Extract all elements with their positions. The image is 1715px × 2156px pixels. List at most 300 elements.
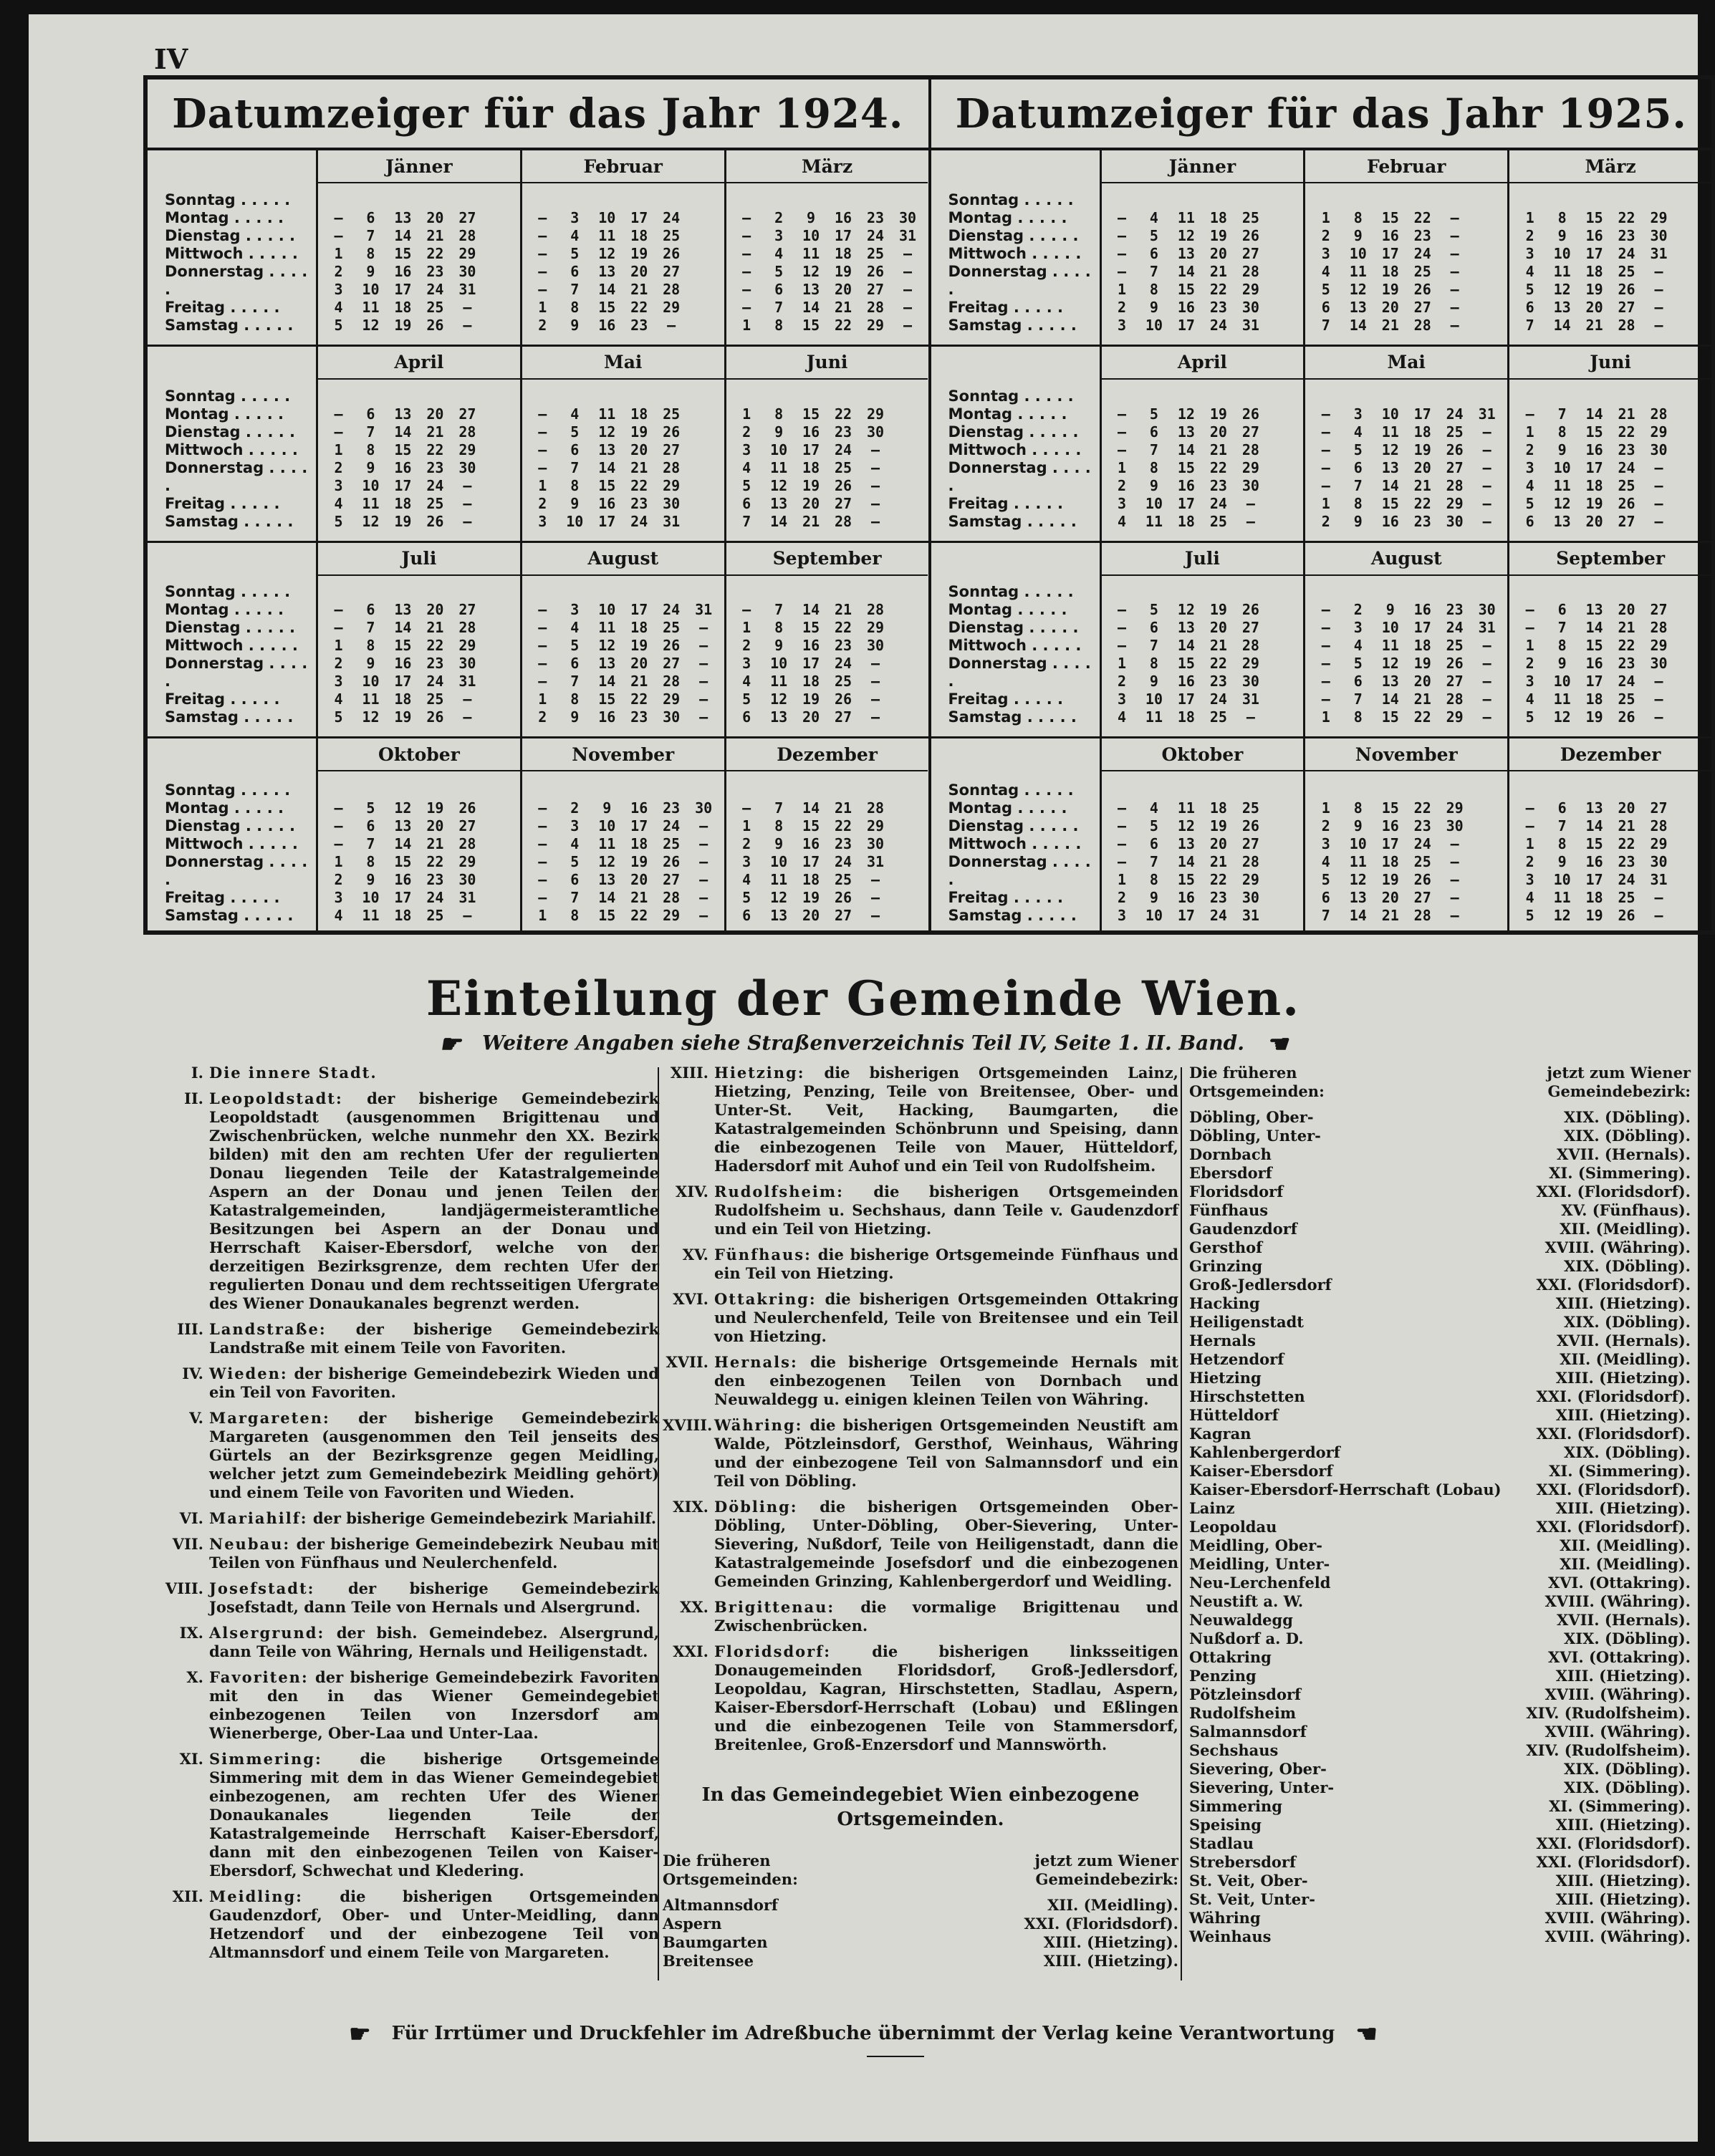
day-cell: 11 xyxy=(362,298,380,316)
day-cell: 1 xyxy=(1117,280,1126,298)
former-community: Kahlenbergerdorf xyxy=(1189,1443,1340,1461)
day-cell: 7 xyxy=(1353,690,1363,708)
day-cell: 29 xyxy=(1241,458,1259,476)
day-cell: 9 xyxy=(774,637,784,655)
day-cell: 3 xyxy=(1525,673,1534,690)
table-row xyxy=(1189,1536,1691,1555)
former-community: Nußdorf a. D. xyxy=(1189,1630,1304,1647)
day-cell: — xyxy=(538,226,547,244)
day-cell: 17 xyxy=(1177,316,1195,334)
table-row xyxy=(1189,1481,1691,1499)
table-row xyxy=(1189,1834,1691,1853)
day-cell: — xyxy=(1450,208,1459,226)
day-cell: 1 xyxy=(1321,208,1330,226)
day-cell: 19 xyxy=(1413,441,1431,458)
former-communities-column xyxy=(1189,1064,1691,1946)
day-cell: 9 xyxy=(366,458,375,476)
weekday-label: Montag . . . . . xyxy=(948,799,1067,817)
day-cell: 24 xyxy=(663,817,681,834)
day-cell: 4 xyxy=(1525,889,1534,906)
district-text: die bisherigen Ortsgemeinden Rudolfsheim u. Sechshaus, dann Teile v. Gaudenzdorf und ein Teil von Hietzing. xyxy=(714,1183,1178,1238)
day-cell: 6 xyxy=(1149,244,1158,262)
weekday-label: Montag . . . . . xyxy=(165,208,284,226)
day-cell xyxy=(892,655,924,673)
current-district: XVII. (Hernals). xyxy=(1557,1145,1691,1163)
day-cell: — xyxy=(1117,423,1126,441)
day-cell: 18 xyxy=(630,619,648,637)
day-cell: — xyxy=(903,280,913,298)
day-cell: 12 xyxy=(598,853,616,870)
district-entry xyxy=(158,1365,659,1402)
weekday-labels xyxy=(931,150,1100,345)
current-district: XXI. (Floridsdorf). xyxy=(1536,1481,1691,1498)
day-cell: — xyxy=(1654,673,1663,690)
district-text: der bisherige Gemeindebezirk Josefstadt, dann Teile von Hernals und Alsergrund. xyxy=(209,1579,659,1616)
day-cell: 18 xyxy=(630,835,648,852)
district-entry xyxy=(158,1409,659,1502)
day-cell: 21 xyxy=(802,512,820,530)
day-cell: 23 xyxy=(866,208,885,226)
weekday-label: Mittwoch . . . . . xyxy=(948,441,1082,458)
day-cell: 25 xyxy=(1209,512,1227,530)
day-cell: 15 xyxy=(394,853,412,870)
day-cell: 21 xyxy=(1209,262,1227,280)
current-district: XXI. (Floridsdorf). xyxy=(1536,1183,1691,1200)
day-cell: — xyxy=(1117,226,1126,244)
district-text: die bisherigen Ortsgemeinden Ottakring und Neulerchenfeld, Teile von Breitensee und ein Teil von Hietzing. xyxy=(714,1290,1178,1345)
weekday-labels xyxy=(931,543,1100,737)
day-cell: 25 xyxy=(835,673,852,690)
district-number: V. xyxy=(189,1409,203,1427)
day-cell: 28 xyxy=(866,601,885,619)
day-cell: 24 xyxy=(630,512,648,530)
table-row xyxy=(1189,1760,1691,1779)
day-cell: 8 xyxy=(366,853,375,870)
current-district: XIII. (Hietzing). xyxy=(1555,1406,1691,1424)
table-row xyxy=(1189,1387,1691,1406)
table-row xyxy=(1189,1406,1691,1425)
day-cell: 11 xyxy=(1553,690,1571,708)
day-cell: — xyxy=(1450,262,1459,280)
month-block xyxy=(724,738,928,935)
former-community: Strebersdorf xyxy=(1189,1853,1297,1871)
weekday-label: Sonntag . . . . . xyxy=(165,191,291,208)
day-cell xyxy=(1675,245,1707,263)
day-cell: — xyxy=(1321,673,1330,690)
day-cell: 18 xyxy=(802,458,820,476)
day-cell: 7 xyxy=(774,799,784,817)
weekday-labels xyxy=(148,150,316,345)
day-cell: 2 xyxy=(334,655,343,673)
day-cell: 18 xyxy=(394,494,412,512)
day-cell: 18 xyxy=(1209,208,1227,226)
former-community: Aspern xyxy=(663,1915,722,1933)
day-cell: — xyxy=(1482,458,1491,476)
day-cell: 27 xyxy=(835,907,852,924)
district-text: der bish. Gemeindebez. Alsergrund, dann Teile von Währing, Hernals und Heiligenstadt. xyxy=(209,1624,659,1660)
day-cell: 31 xyxy=(866,853,885,870)
day-cell: 20 xyxy=(1413,458,1431,476)
day-cell xyxy=(484,227,516,245)
weekday-label: Freitag . . . . . xyxy=(165,690,280,708)
day-cell xyxy=(1675,281,1707,299)
day-cell: 8 xyxy=(1353,208,1363,226)
day-cell xyxy=(892,459,924,477)
day-cell: 3 xyxy=(1353,619,1363,637)
table-row xyxy=(663,1933,1178,1952)
day-cell: 29 xyxy=(866,316,885,334)
day-cell: 3 xyxy=(334,889,343,906)
month-name: April xyxy=(318,347,520,380)
day-cell xyxy=(688,317,720,335)
district-number: XVI. xyxy=(673,1290,708,1308)
day-cell: 8 xyxy=(570,907,580,924)
former-head-left: Die früheren Ortsgemeinden: xyxy=(1189,1064,1325,1100)
day-cell: 11 xyxy=(598,405,616,423)
day-cell: 6 xyxy=(366,817,375,834)
day-cell: 2 xyxy=(1525,655,1534,673)
current-district: XIV. (Rudolfsheim). xyxy=(1526,1704,1691,1722)
day-cell: 23 xyxy=(630,708,648,726)
weekday-label: Montag . . . . . xyxy=(948,208,1067,226)
day-cell: — xyxy=(1117,835,1126,852)
day-cell: 27 xyxy=(1618,298,1635,316)
day-cell: — xyxy=(870,907,880,924)
day-cell: 6 xyxy=(366,405,375,423)
day-cell: 5 xyxy=(1149,226,1158,244)
month-name: Jänner xyxy=(1102,150,1304,183)
day-cell: — xyxy=(1482,673,1491,690)
day-cell: 23 xyxy=(1618,655,1635,673)
day-cell: 26 xyxy=(835,476,852,494)
day-cell: 5 xyxy=(1525,907,1534,924)
day-cell: 5 xyxy=(1149,405,1158,423)
day-cell: 22 xyxy=(1209,655,1227,673)
day-cell: 5 xyxy=(366,799,375,817)
day-cell: 25 xyxy=(663,619,681,637)
day-cell: 28 xyxy=(1241,853,1259,870)
day-cell: — xyxy=(1654,458,1663,476)
day-cell: 21 xyxy=(426,835,444,852)
day-cell: 28 xyxy=(835,512,852,530)
day-cell: — xyxy=(1654,512,1663,530)
day-cell: 1 xyxy=(538,690,547,708)
day-cell: 13 xyxy=(1381,673,1399,690)
day-cell: 14 xyxy=(802,601,820,619)
day-cell: 3 xyxy=(334,280,343,298)
district-number: XVII. xyxy=(666,1353,708,1371)
former-community: St. Veit, Ober- xyxy=(1189,1872,1308,1890)
day-cell: — xyxy=(538,441,547,458)
day-cell xyxy=(1471,835,1503,853)
day-cell: 13 xyxy=(1381,458,1399,476)
day-cell xyxy=(1675,690,1707,708)
day-cell: 31 xyxy=(1478,619,1496,637)
day-cell: 20 xyxy=(1585,512,1603,530)
day-cell: 27 xyxy=(458,208,476,226)
district-number: XI. xyxy=(179,1750,203,1768)
day-cell: 17 xyxy=(802,853,820,870)
current-district: XIII. (Hietzing). xyxy=(1555,1816,1691,1834)
day-cell: 13 xyxy=(1177,835,1195,852)
day-cell: 25 xyxy=(1618,476,1635,494)
day-cell: — xyxy=(538,208,547,226)
day-cell: 17 xyxy=(1413,619,1431,637)
day-cell: 4 xyxy=(334,907,343,924)
district-text: die bisherige Ortsgemeinde Simmering mit dem in das Wiener Gemeindegebiet einbezogenen, am rechten Ufer des Wiener Donaukanales liegenden Teile der Katastralgemeinde Herrschaft Kaiser-Ebersdorf, dann mit den einbezogenen Teilen von Kaiser-Ebersdorf, Schwechat und Kledering. xyxy=(209,1750,659,1880)
day-cell: 24 xyxy=(1209,690,1227,708)
day-cell: — xyxy=(463,298,472,316)
day-cell: 8 xyxy=(1557,208,1567,226)
day-cell: — xyxy=(334,817,343,834)
day-cell: 27 xyxy=(1241,423,1259,441)
day-cell: 10 xyxy=(1553,244,1571,262)
day-cell xyxy=(1675,655,1707,673)
day-cell: 21 xyxy=(1618,619,1635,637)
day-cell: 3 xyxy=(334,476,343,494)
day-cell: 15 xyxy=(1177,871,1195,888)
day-cell: 5 xyxy=(570,244,580,262)
day-cell: 22 xyxy=(1413,799,1431,817)
day-cell: 4 xyxy=(742,871,751,888)
day-grid xyxy=(1305,183,1507,345)
current-district: XVIII. (Währing). xyxy=(1545,1909,1691,1927)
day-cell: — xyxy=(1450,298,1459,316)
day-cell: 20 xyxy=(630,655,648,673)
day-cell: 17 xyxy=(1177,907,1195,924)
day-cell: 7 xyxy=(570,889,580,906)
day-cell: 27 xyxy=(663,262,681,280)
day-cell: 10 xyxy=(1381,405,1399,423)
table-row xyxy=(1189,1108,1691,1127)
district-name: Hernals: xyxy=(714,1353,798,1371)
day-cell: 19 xyxy=(802,476,820,494)
day-cell: 13 xyxy=(1177,244,1195,262)
district-entry xyxy=(158,1887,659,1962)
day-cell xyxy=(484,477,516,495)
day-cell: 6 xyxy=(570,441,580,458)
day-cell: — xyxy=(1525,601,1534,619)
day-cell: 14 xyxy=(598,673,616,690)
day-cell: 26 xyxy=(1241,226,1259,244)
day-cell: 9 xyxy=(1385,601,1395,619)
day-cell: 12 xyxy=(362,512,380,530)
day-cell: 30 xyxy=(1650,226,1668,244)
day-cell: 30 xyxy=(1650,853,1668,870)
day-cell: 23 xyxy=(630,494,648,512)
day-cell: 30 xyxy=(1241,298,1259,316)
day-cell: 4 xyxy=(774,244,784,262)
table-row xyxy=(1189,1909,1691,1928)
day-cell: 28 xyxy=(1413,907,1431,924)
day-cell: — xyxy=(538,853,547,870)
day-cell: 1 xyxy=(538,298,547,316)
district-name: Landstraße: xyxy=(209,1320,327,1338)
former-community: Altmannsdorf xyxy=(663,1896,778,1914)
former-community: Hirschstetten xyxy=(1189,1387,1305,1405)
day-cell: 7 xyxy=(1557,619,1567,637)
month-name: Juni xyxy=(1509,347,1711,380)
day-cell xyxy=(1267,889,1299,907)
day-cell: 7 xyxy=(1525,316,1534,334)
district-entry xyxy=(663,1290,1178,1346)
day-cell xyxy=(1267,495,1299,513)
day-cell xyxy=(892,907,924,925)
district-description xyxy=(209,1365,659,1402)
month-name: Oktober xyxy=(1102,738,1304,771)
day-cell xyxy=(892,871,924,889)
day-cell: 25 xyxy=(835,871,852,888)
day-cell: 11 xyxy=(1381,423,1399,441)
day-cell: 11 xyxy=(770,871,788,888)
month-name: Mai xyxy=(522,347,724,380)
day-cell: 26 xyxy=(1413,280,1431,298)
day-cell: 13 xyxy=(1585,601,1603,619)
day-cell: 23 xyxy=(1413,512,1431,530)
day-cell: 7 xyxy=(774,298,784,316)
day-cell: — xyxy=(1654,476,1663,494)
current-district: XXI. (Floridsdorf). xyxy=(1536,1276,1691,1294)
former-community: Meidling, Unter- xyxy=(1189,1555,1330,1573)
district-number: IV. xyxy=(182,1365,203,1382)
weekday-label: Donnerstag . . . . . xyxy=(948,458,1091,494)
day-cell: 30 xyxy=(866,637,885,655)
district-description xyxy=(209,1535,659,1572)
day-cell: 25 xyxy=(1209,708,1227,726)
day-cell: 4 xyxy=(1117,512,1126,530)
day-cell: 3 xyxy=(570,208,580,226)
district-number: II. xyxy=(184,1089,203,1107)
day-cell: 6 xyxy=(366,601,375,619)
day-cell: 23 xyxy=(835,835,852,852)
day-cell: 9 xyxy=(1557,441,1567,458)
day-cell xyxy=(1267,619,1299,637)
day-cell: 20 xyxy=(835,280,852,298)
day-cell: 13 xyxy=(598,441,616,458)
day-cell xyxy=(1267,513,1299,531)
day-cell: 22 xyxy=(1209,280,1227,298)
day-cell: — xyxy=(1482,441,1491,458)
day-cell: 14 xyxy=(1177,637,1195,655)
day-cell: — xyxy=(667,316,676,334)
month-name: März xyxy=(726,150,928,183)
day-cell: 23 xyxy=(426,458,444,476)
district-entry xyxy=(663,1498,1178,1591)
day-cell: 23 xyxy=(1209,673,1227,690)
day-cell: 29 xyxy=(1241,655,1259,673)
day-cell: 22 xyxy=(1413,208,1431,226)
day-cell: — xyxy=(334,799,343,817)
weekday-label: Sonntag . . . . . xyxy=(948,191,1074,208)
current-district: XIII. (Hietzing). xyxy=(1555,1294,1691,1312)
day-cell: 21 xyxy=(1209,637,1227,655)
former-community: Döbling, Ober- xyxy=(1189,1108,1314,1126)
day-cell: 16 xyxy=(394,458,412,476)
day-cell xyxy=(1675,871,1707,889)
day-cell: 30 xyxy=(663,708,681,726)
day-cell: 26 xyxy=(1446,655,1464,673)
day-cell: 3 xyxy=(1353,405,1363,423)
day-cell: 22 xyxy=(630,298,648,316)
day-cell: 1 xyxy=(1525,835,1534,852)
day-cell: 10 xyxy=(1145,316,1163,334)
day-cell xyxy=(484,889,516,907)
day-cell: — xyxy=(1482,494,1491,512)
day-cell: — xyxy=(1450,226,1459,244)
district-text: die bisherigen linksseitigen Donaugemeinden Floridsdorf, Groß-Jedlersdorf, Leopoldau, Kagran, Hirschstetten, Stadlau, Aspern, Kaiser-Ebersdorf-Herrschaft (Lobau) und Eßlingen und die einbezogenen Teile von Stammersdorf, Breitenlee, Groß-Enzersdorf und Mannswörth. xyxy=(714,1642,1178,1753)
day-cell: 29 xyxy=(1241,280,1259,298)
day-cell: 12 xyxy=(1553,494,1571,512)
weekday-label: Freitag . . . . . xyxy=(948,690,1063,708)
day-cell: 3 xyxy=(570,817,580,834)
day-cell: 19 xyxy=(394,316,412,334)
day-cell: — xyxy=(334,208,343,226)
day-cell: 8 xyxy=(774,817,784,834)
day-cell: 30 xyxy=(1241,476,1259,494)
district-text: der bisherige Gemeindebezirk Favoriten mit den in das Wiener Gemeindegebiet einbezogenen Teilen von Inzersdorf am Wienerberge, Ober-Laa und Unter-Laa. xyxy=(209,1668,659,1742)
day-cell: — xyxy=(463,708,472,726)
document-page xyxy=(29,14,1698,2142)
day-grid xyxy=(1509,771,1711,935)
day-cell xyxy=(484,209,516,227)
day-cell: 14 xyxy=(394,226,412,244)
day-cell: — xyxy=(870,673,880,690)
day-cell: — xyxy=(538,835,547,852)
day-cell: 3 xyxy=(774,226,784,244)
day-cell: 27 xyxy=(1413,889,1431,906)
day-cell: 14 xyxy=(394,835,412,852)
weekday-label: Freitag . . . . . xyxy=(948,889,1063,906)
day-cell: 27 xyxy=(458,405,476,423)
former-table xyxy=(1189,1108,1691,1946)
district-text: die bisherige Ortsgemeinde Fünfhaus und ein Teil von Hietzing. xyxy=(714,1246,1178,1282)
day-cell: 12 xyxy=(1177,226,1195,244)
day-cell: 4 xyxy=(334,298,343,316)
districts-list-2 xyxy=(663,1064,1178,1754)
day-grid xyxy=(318,183,520,345)
table-row xyxy=(1189,1797,1691,1816)
day-cell: 24 xyxy=(1446,405,1464,423)
weekday-label: Dienstag . . . . . xyxy=(165,226,296,244)
incorporated-title: In das Gemeindegebiet Wien einbezogene Ortsgemeinden. xyxy=(701,1784,1140,1830)
day-cell: 29 xyxy=(866,817,885,834)
day-cell: 10 xyxy=(802,226,820,244)
day-cell: 29 xyxy=(1446,494,1464,512)
month-name: Dezember xyxy=(726,738,928,771)
day-cell: 15 xyxy=(1585,835,1603,852)
day-cell: 17 xyxy=(1585,458,1603,476)
day-cell: — xyxy=(334,405,343,423)
day-cell: 28 xyxy=(1241,441,1259,458)
current-district: XII. (Meidling). xyxy=(1047,1896,1178,1914)
day-cell xyxy=(1675,209,1707,227)
day-cell: — xyxy=(742,244,751,262)
day-cell: 6 xyxy=(1149,619,1158,637)
weekday-label: Sonntag . . . . . xyxy=(948,781,1074,799)
day-cell: 31 xyxy=(1241,690,1259,708)
day-grid xyxy=(1102,576,1304,737)
day-cell: 15 xyxy=(394,637,412,655)
weekday-label: Sonntag . . . . . xyxy=(165,583,291,601)
current-district: XXI. (Floridsdorf). xyxy=(1536,1425,1691,1443)
day-cell: 11 xyxy=(362,690,380,708)
day-cell: 24 xyxy=(1209,316,1227,334)
day-cell: 11 xyxy=(362,907,380,924)
day-cell: 8 xyxy=(366,244,375,262)
day-cell: — xyxy=(1321,637,1330,655)
day-cell: 16 xyxy=(598,316,616,334)
day-cell xyxy=(484,817,516,835)
